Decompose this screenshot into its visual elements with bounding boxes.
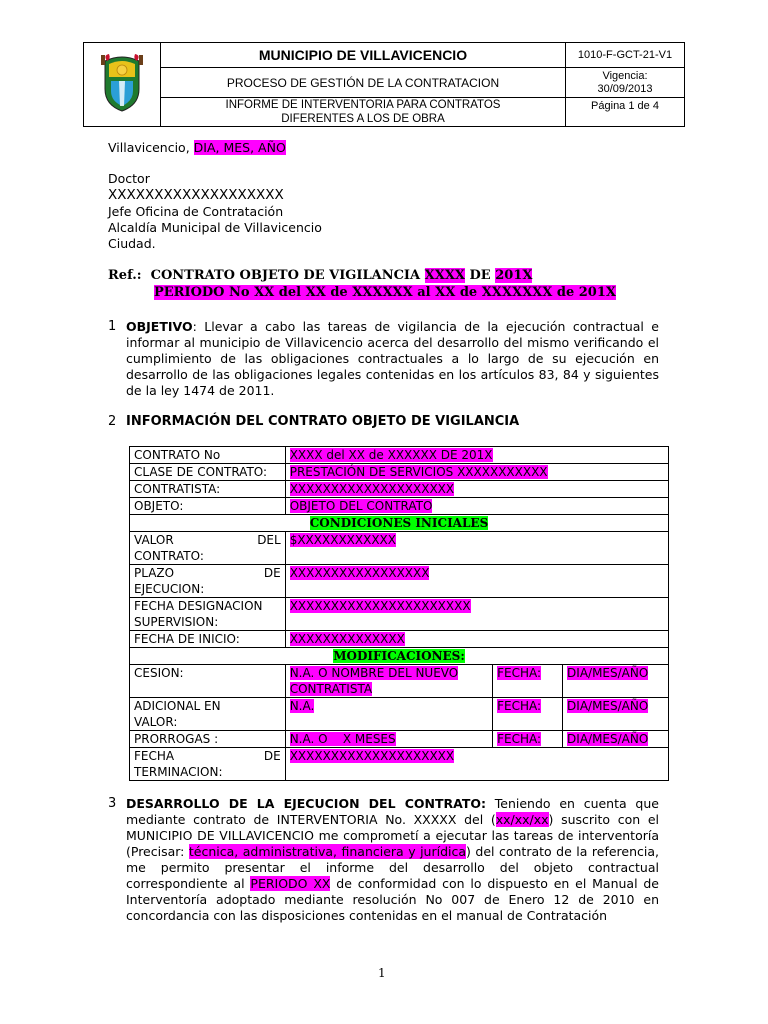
assignment-value-b: CONTRATISTA (289, 682, 373, 696)
reference-contract-number: XXXX (424, 268, 465, 283)
start-date-label: FECHA DE INICIO: (130, 631, 286, 648)
section3-title: DESARROLLO DE LA EJECUCION DEL CONTRATO: (126, 796, 486, 811)
recipient-entity: Alcaldía Municipal de Villavicencio (108, 220, 322, 235)
additional-value-label (130, 698, 286, 731)
table-row (130, 748, 669, 781)
recipient-name: XXXXXXXXXXXXXXXXXXX (108, 187, 284, 203)
additional-value-label-a: ADICIONAL EN (134, 699, 221, 713)
page-indicator: Página 1 de 4 (566, 98, 685, 127)
table-row (130, 464, 669, 481)
contract-value-label-b: DEL (257, 533, 281, 547)
municipality-title: MUNICIPIO DE VILLAVICENCIO (161, 43, 566, 68)
term-label-c: EJECUCION: (134, 582, 205, 596)
term-label-a: PLAZO (134, 566, 175, 580)
supervision-date-label-b: SUPERVISION: (134, 615, 219, 629)
section3-supervision-types: técnica, administrativa, financiera y jurídica (188, 844, 467, 859)
contractor-label: CONTRATISTA: (130, 481, 286, 498)
end-date-label-a: FECHA (134, 749, 175, 763)
table-row (130, 598, 669, 631)
date-line (108, 140, 286, 156)
end-date-value: XXXXXXXXXXXXXXXXXXXX (289, 749, 455, 763)
assignment-date-label: FECHA: (497, 666, 542, 680)
assignment-value (290, 666, 459, 696)
report-title (161, 98, 566, 127)
section3-text2: ) suscrito con el MUNICIPIO DE VILLAVICENCIO me comprometí a ejecutar las tareas de interventoría (Precisar: (126, 812, 660, 859)
additional-value: N.A. (289, 699, 315, 713)
end-date-label-c: TERMINACION: (134, 765, 223, 779)
section3-text3: ) del contrato de la referencia, me permito presentar el informe del desarrollo del objeto contractual correspondiente al (126, 844, 659, 891)
object-label: OBJETO: (130, 498, 286, 515)
section3-number: 3 (108, 796, 117, 811)
term-label (130, 565, 286, 598)
contract-value-label (130, 532, 286, 565)
assignment-value-a: N.A. O NOMBRE DEL NUEVO (289, 666, 459, 680)
term-value: XXXXXXXXXXXXXXXXX (289, 566, 430, 580)
table-row (130, 481, 669, 498)
contractor-value: XXXXXXXXXXXXXXXXXXXX (289, 482, 455, 496)
date-placeholder: DIA, MES, AÑO (193, 140, 286, 155)
section1-paragraph (126, 319, 659, 399)
contract-value-label-c: CONTRATO: (134, 549, 204, 563)
section3-paragraph (126, 796, 659, 924)
additional-date-value: DIA/MES/AÑO (567, 699, 649, 713)
reference-label: Ref.: (108, 268, 142, 283)
table-row (130, 498, 669, 515)
reference-period: PERIODO No XX del XX de XXXXXX al XX de XXXXXXX de 201X (154, 285, 616, 300)
contract-number-value: XXXX del XX de XXXXXX DE 201X (289, 448, 493, 462)
section3-text1: Teniendo en cuenta que mediante contrato de INTERVENTORIA No. XXXXX del ( (126, 796, 659, 827)
municipal-shield-logo (97, 51, 147, 113)
document-code: 1010-F-GCT-21-V1 (566, 43, 685, 68)
table-row (130, 532, 669, 565)
contract-class-value: PRESTACIÓN DE SERVICIOS XXXXXXXXXXX (289, 465, 548, 479)
section3-date-placeholder: xx/xx/xx (495, 812, 549, 827)
table-row (130, 515, 669, 532)
vigencia-label: Vigencia: (602, 69, 648, 82)
section2-title: INFORMACIÓN DEL CONTRATO OBJETO DE VIGILANCIA (126, 414, 520, 429)
modifications-header: MODIFICACIONES: (333, 649, 465, 663)
table-row (130, 447, 669, 464)
end-date-label-b: DE (263, 749, 281, 763)
assignment-date-value: DIA/MES/AÑO (567, 666, 649, 680)
table-row (130, 698, 669, 731)
recipient-place: Ciudad. (108, 236, 156, 251)
section1-number: 1 (108, 319, 117, 334)
contract-value-amount: $XXXXXXXXXXXX (289, 533, 396, 547)
supervision-date-value: XXXXXXXXXXXXXXXXXXXXXX (289, 599, 471, 613)
contract-info-table (129, 446, 669, 781)
reference-contract: CONTRATO OBJETO DE VIGILANCIA (150, 268, 421, 283)
additional-value-label-b: VALOR: (134, 715, 178, 729)
additional-date-label: FECHA: (497, 699, 542, 713)
section2-number: 2 (108, 414, 117, 429)
supervision-date-label-a: FECHA DESIGNACION (134, 599, 263, 613)
section1-title: OBJETIVO (126, 319, 193, 334)
recipient-position: Jefe Oficina de Contratación (108, 204, 284, 219)
contract-number-label: CONTRATO No (130, 447, 286, 464)
document-header-table (83, 42, 685, 127)
report-title-line2: DIFERENTES A LOS DE OBRA (281, 113, 445, 125)
assignment-label: CESION: (130, 665, 286, 698)
end-date-label (130, 748, 286, 781)
extensions-label: PRORROGAS : (130, 731, 286, 748)
term-label-b: DE (263, 566, 281, 580)
reference-line2 (154, 285, 616, 301)
table-row (130, 565, 669, 598)
city-text: Villavicencio, (108, 140, 190, 155)
table-row (130, 665, 669, 698)
salutation: Doctor (108, 171, 150, 186)
extensions-value-b: X MESES (342, 732, 396, 746)
vigencia-date: 30/09/2013 (597, 82, 653, 95)
table-row (130, 648, 669, 665)
extensions-value-a: N.A. O (289, 732, 328, 746)
initial-conditions-header: CONDICIONES INICIALES (309, 516, 489, 530)
reference-year: 201X (495, 268, 533, 283)
section1-text: : Llevar a cabo las tareas de vigilancia de la ejecución contractual e informar al municipio de Villavicencio acerca del desarrollo del mismo verificando el cumplimiento de las obligaciones contractuales a lo largo de su ejecución en desarrollo de las obligaciones legales contenidas en los artículos 83, 84 y siguientes de la ley 1474 de 2011. (126, 319, 659, 398)
logo-cell (84, 43, 161, 127)
contract-value-label-a: VALOR (134, 533, 174, 547)
object-value: OBJETO DEL CONTRATO (289, 499, 433, 513)
start-date-value: XXXXXXXXXXXXXX (289, 632, 405, 646)
vigencia-cell (566, 68, 685, 98)
page-number: 1 (378, 966, 386, 980)
extensions-date-label: FECHA: (497, 732, 542, 746)
reference-de: DE (469, 268, 491, 283)
table-row (130, 631, 669, 648)
supervision-date-label (130, 598, 286, 631)
report-title-line1: INFORME DE INTERVENTORIA PARA CONTRATOS (225, 99, 501, 111)
extensions-date-value: DIA/MES/AÑO (567, 732, 649, 746)
section3-text4: de conformidad con lo dispuesto en el Manual de Interventoría adoptado mediante resolución No 007 de Enero 12 de 2010 en concordancia con las disposiciones contenidas en el manual de Contratación (126, 876, 659, 923)
reference-line1 (108, 268, 532, 284)
process-name: PROCESO DE GESTIÓN DE LA CONTRATACION (161, 68, 566, 98)
table-row (130, 731, 669, 748)
contract-class-label: CLASE DE CONTRATO: (130, 464, 286, 481)
extensions-value (290, 732, 396, 746)
section3-period: PERIODO XX (250, 876, 331, 891)
